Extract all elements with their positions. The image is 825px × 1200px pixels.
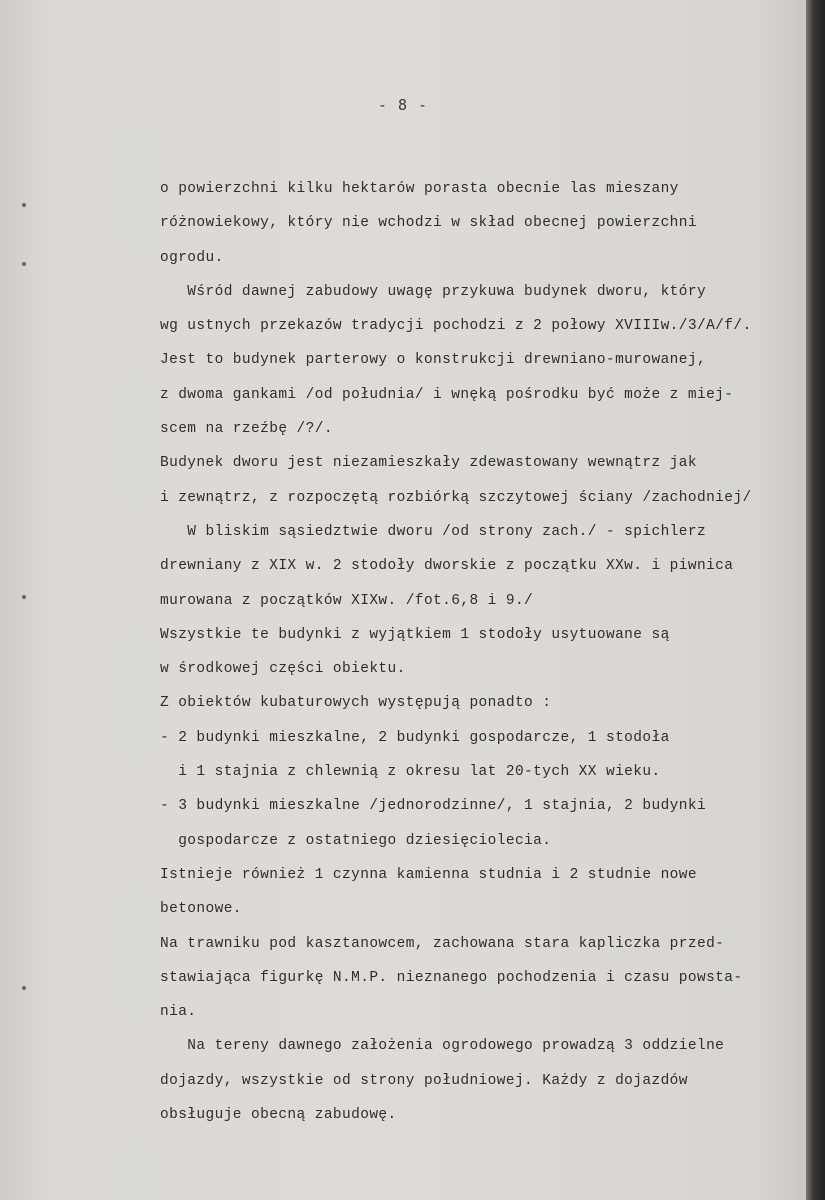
text-line: i zewnątrz, z rozpoczętą rozbiórką szczytowej ściany /zachodniej/ [160,489,752,506]
binding-hole [22,986,26,990]
text-line: dojazdy, wszystkie od strony południowej. Każdy z dojazdów [160,1072,688,1089]
text-line: wg ustnych przekazów tradycji pochodzi z 2 połowy XVIIIw./3/A/f/. [160,318,752,335]
text-line: Na tereny dawnego założenia ogrodowego prowadzą 3 oddzielne [160,1038,725,1055]
text-line: Na trawniku pod kasztanowcem, zachowana stara kapliczka przed- [160,935,725,952]
text-line: Z obiektów kubaturowych występują ponadto : [160,695,552,712]
binding-hole [22,203,26,207]
binding-hole [22,595,26,599]
text-line: scem na rzeźbę /?/. [160,421,333,438]
text-line: betonowe. [160,901,242,918]
text-line: stawiająca figurkę N.M.P. nieznanego pochodzenia i czasu powsta- [160,969,743,986]
scan-edge [806,0,825,1200]
text-line: Wśród dawnej zabudowy uwagę przykuwa budynek dworu, który [160,283,707,300]
text-line: Budynek dworu jest niezamieszkały zdewastowany wewnątrz jak [160,455,697,472]
text-line: gospodarcze z ostatniego dziesięciolecia. [160,832,552,849]
text-line: Jest to budynek parterowy o konstrukcji drewniano-murowanej, [160,352,707,369]
text-line: - 2 budynki mieszkalne, 2 budynki gospodarcze, 1 stodoła [160,729,670,746]
page-number: - 8 - [377,96,429,114]
text-line: murowana z początków XIXw. /fot.6,8 i 9./ [160,592,534,609]
text-line: w środkowej części obiektu. [160,661,406,678]
text-line: obsługuje obecną zabudowę. [160,1107,397,1124]
body-text [160,172,820,1132]
text-line: - 3 budynki mieszkalne /jednorodzinne/, 1 stajnia, 2 budynki [160,798,707,815]
text-line: o powierzchni kilku hektarów porasta obecnie las mieszany [160,181,679,197]
text-line: ogrodu. [160,249,224,266]
text-line: różnowiekowy, który nie wchodzi w skład obecnej powierzchni [160,215,697,232]
text-line: W bliskim sąsiedztwie dworu /od strony zach./ - spichlerz [160,523,707,540]
text-line: z dwoma gankami /od południa/ i wnęką pośrodku być może z miej- [160,386,734,403]
text-line: Istnieje również 1 czynna kamienna studnia i 2 studnie nowe [160,866,697,883]
binding-hole [22,262,26,266]
text-line: i 1 stajnia z chlewnią z okresu lat 20-tych XX wieku. [160,764,661,781]
text-line: Wszystkie te budynki z wyjątkiem 1 stodoły usytuowane są [160,626,670,643]
text-line: drewniany z XIX w. 2 stodoły dworskie z początku XXw. i piwnica [160,558,734,575]
text-line: nia. [160,1004,197,1021]
